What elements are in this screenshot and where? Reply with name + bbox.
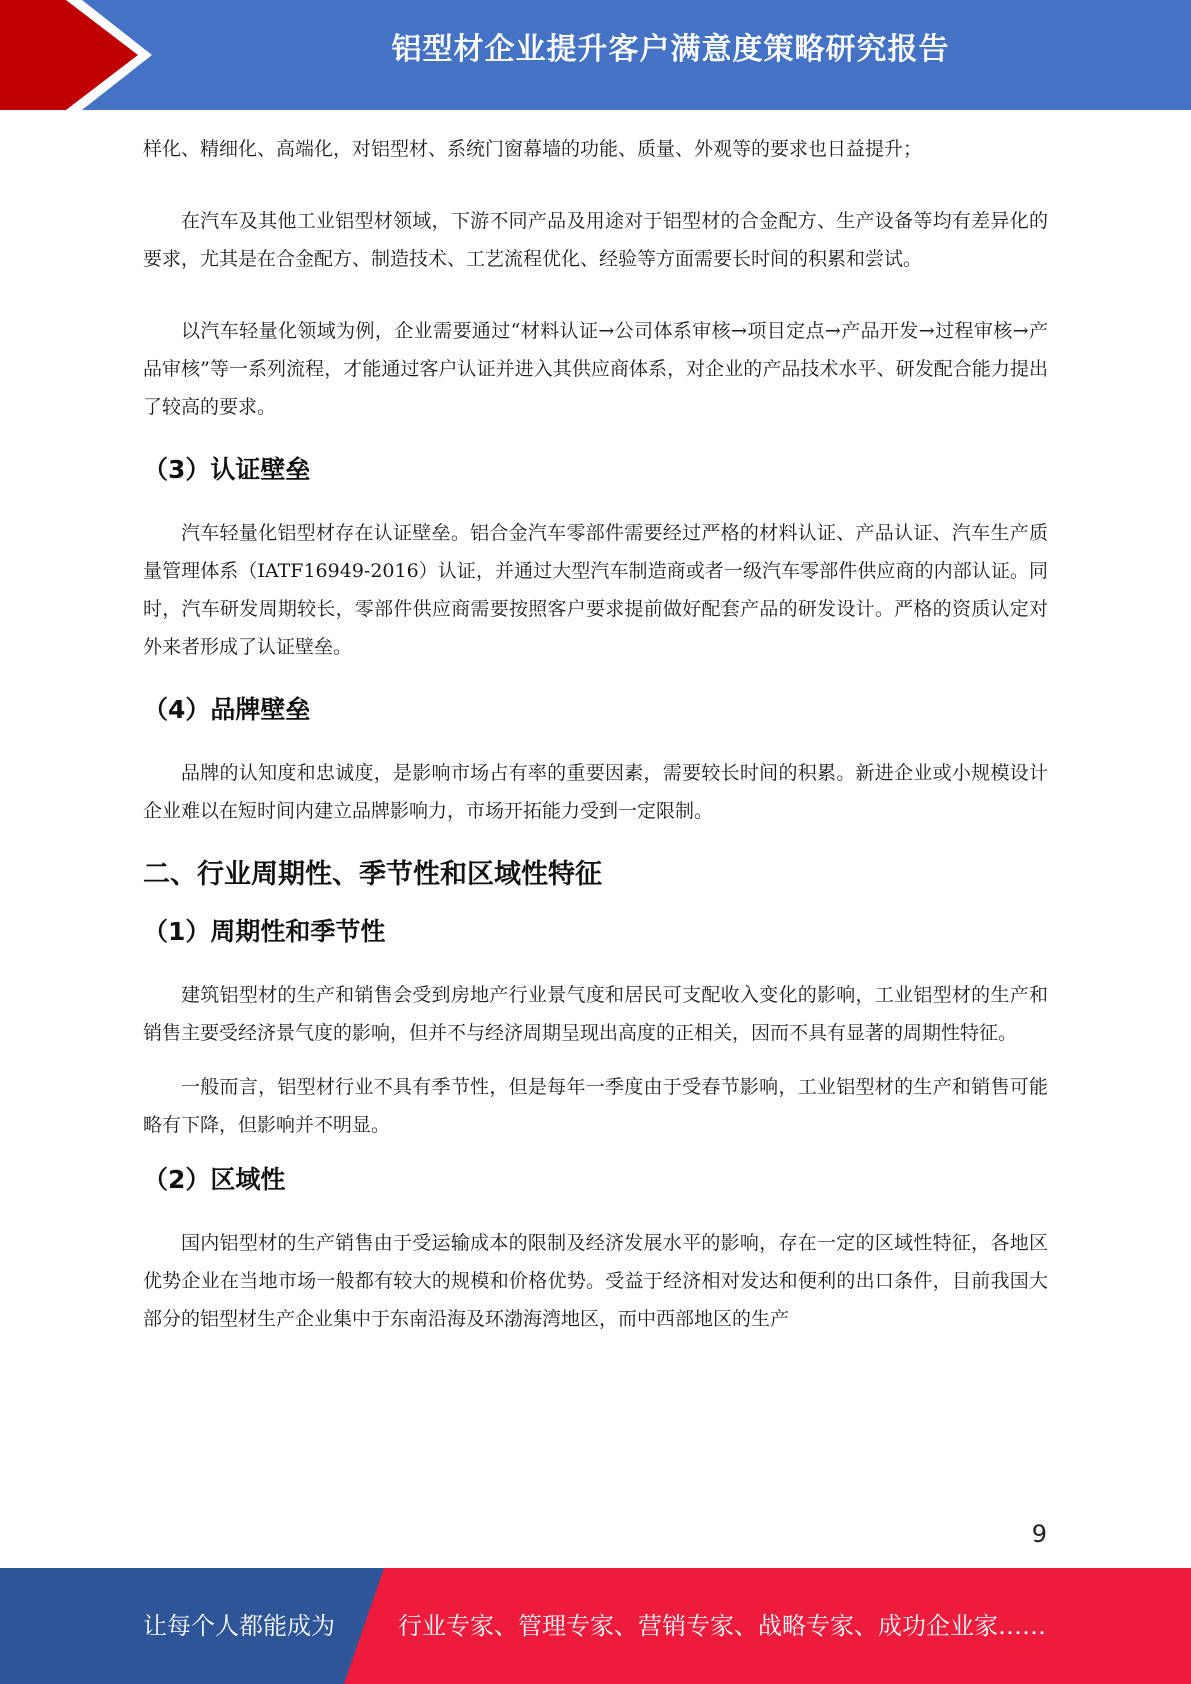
report-title: 铝型材企业提升客户满意度策略研究报告 xyxy=(391,32,950,67)
document-body xyxy=(143,130,1048,1338)
section-heading-certification-barrier: （3）认证壁垒 xyxy=(143,455,311,484)
body-paragraph: 建筑铝型材的生产和销售会受到房地产行业景气度和居民可支配收入变化的影响，工业铝型材的生产和销售主要受经济景气度的影响，但并不与经济周期呈现出高度的正相关，因而不具有显著的周期性特征。 xyxy=(143,984,1048,1044)
chapter-heading-industry-characteristics: 二、行业周期性、季节性和区域性特征 xyxy=(143,859,602,890)
page-number: 9 xyxy=(1031,1520,1047,1548)
body-paragraph: 在汽车及其他工业铝型材领域，下游不同产品及用途对于铝型材的合金配方、生产设备等均有差异化的要求，尤其是在合金配方、制造技术、工艺流程优化、经验等方面需要长时间的积累和尝试。 xyxy=(143,210,1048,270)
section-heading-brand-barrier: （4）品牌壁垒 xyxy=(143,695,311,724)
body-paragraph: 品牌的认知度和忠诚度，是影响市场占有率的重要因素，需要较长时间的积累。新进企业或小规模设计企业难以在短时间内建立品牌影响力，市场开拓能力受到一定限制。 xyxy=(143,762,1048,822)
footer-slogan-left: 让每个人都能成为 xyxy=(143,1612,335,1640)
page-header xyxy=(0,0,1191,110)
body-paragraph: 一般而言，铝型材行业不具有季节性，但是每年一季度由于受春节影响，工业铝型材的生产和销售可能略有下降，但影响并不明显。 xyxy=(143,1076,1048,1136)
page-footer xyxy=(0,1568,1191,1684)
section-heading-regionality: （2）区域性 xyxy=(143,1165,286,1194)
body-paragraph: 以汽车轻量化领域为例，企业需要通过“材料认证→公司体系审核→项目定点→产品开发→过程审核→产品审核”等一系列流程，才能通过客户认证并进入其供应商体系，对企业的产品技术水平、研发配合能力提出了较高的要求。 xyxy=(143,320,1048,418)
body-paragraph: 汽车轻量化铝型材存在认证壁垒。铝合金汽车零部件需要经过严格的材料认证、产品认证、汽车生产质量管理体系（IATF16949-2016）认证，并通过大型汽车制造商或者一级汽车零部件供应商的内部认证。同时，汽车研发周期较长，零部件供应商需要按照客户要求提前做好配套产品的研发设计。严格的资质认定对外来者形成了认证壁垒。 xyxy=(143,522,1048,658)
body-paragraph: 样化、精细化、高端化，对铝型材、系统门窗幕墙的功能、质量、外观等的要求也日益提升； xyxy=(143,138,923,160)
section-heading-cyclicality: （1）周期性和季节性 xyxy=(143,917,386,946)
body-paragraph: 国内铝型材的生产销售由于受运输成本的限制及经济发展水平的影响，存在一定的区域性特征，各地区优势企业在当地市场一般都有较大的规模和价格优势。受益于经济相对发达和便利的出口条件，目前我国大部分的铝型材生产企业集中于东南沿海及环渤海湾地区，而中西部地区的生产 xyxy=(143,1232,1048,1330)
footer-slogan-right: 行业专家、管理专家、营销专家、战略专家、成功企业家…… xyxy=(398,1612,1046,1640)
